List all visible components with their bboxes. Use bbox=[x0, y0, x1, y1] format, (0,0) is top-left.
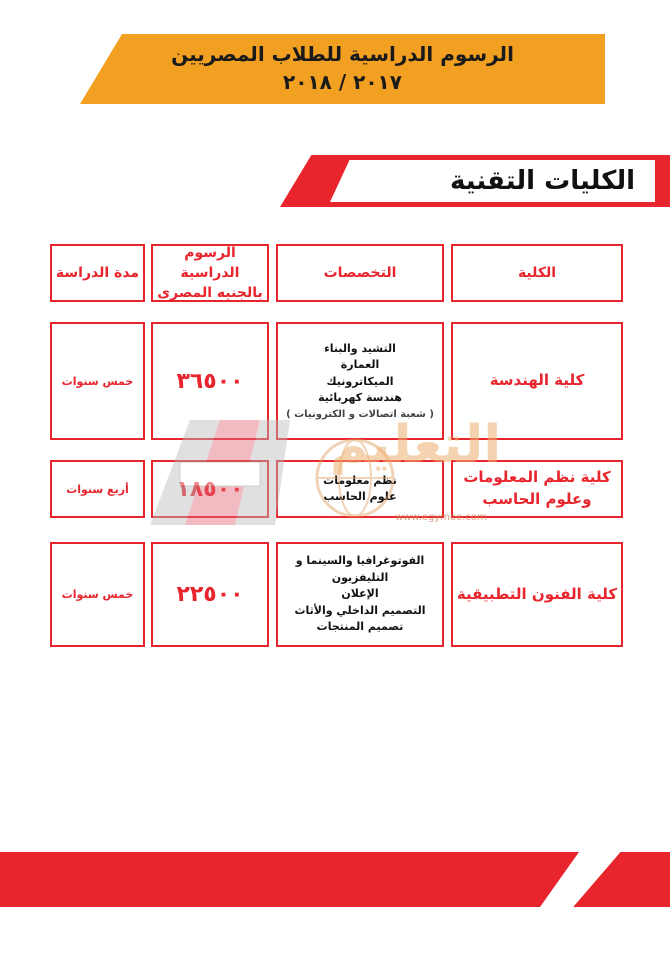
specialization-item: علوم الحاسب bbox=[323, 490, 397, 503]
column-header-fees-line2: بالجنيه المصرى bbox=[157, 285, 263, 302]
column-header-duration-label: مدة الدراسة bbox=[55, 264, 140, 281]
header-year: ٢٠١٧ / ٢٠١٨ bbox=[283, 70, 402, 94]
table-row-1-fee bbox=[151, 322, 269, 440]
faculty-name: كلية الفنون التطبيقية bbox=[456, 584, 618, 603]
specialization-item: التشيد والبناء bbox=[324, 341, 396, 355]
specialization-item: الإعلان bbox=[341, 587, 379, 601]
column-header-fees bbox=[151, 244, 269, 302]
table-row-2-faculty bbox=[451, 460, 623, 518]
specialization-item: العمارة bbox=[340, 358, 380, 371]
duration-value: خمس سنوات bbox=[61, 374, 134, 388]
column-header-duration bbox=[50, 244, 145, 302]
table-row-3-specializations bbox=[276, 542, 444, 647]
table-row-2-fee bbox=[151, 460, 269, 518]
table-row-1-specializations bbox=[276, 322, 444, 440]
duration-value: أربع سنوات bbox=[66, 482, 129, 496]
faculty-name-line2: وعلوم الحاسب bbox=[482, 490, 592, 508]
watermark-site: www.egymoe.com bbox=[395, 512, 487, 523]
column-header-specializations bbox=[276, 244, 444, 302]
faculty-name: كلية الهندسة bbox=[489, 371, 585, 390]
table-row-1-faculty bbox=[451, 322, 623, 440]
fee-value: ٢٢٥٠٠ bbox=[176, 582, 244, 607]
specialization-item: الميكاترونيك bbox=[326, 374, 394, 388]
table-row-2-specializations bbox=[276, 460, 444, 518]
specialization-item: نظم معلومات bbox=[323, 473, 397, 487]
column-header-faculty-label: الكلية bbox=[517, 264, 557, 281]
specialization-item: التصميم الداخلي والأثاث bbox=[294, 603, 426, 617]
specialization-note: ( شعبة اتصالات و الكترونيات ) bbox=[286, 408, 434, 420]
duration-value: خمس سنوات bbox=[61, 588, 134, 601]
specialization-item: هندسة كهربائية bbox=[318, 391, 402, 404]
table-row-1-duration bbox=[50, 322, 145, 440]
column-header-specializations-label: التخصصات bbox=[323, 264, 397, 281]
faculty-name-line1: كلية نظم المعلومات bbox=[463, 468, 611, 487]
watermark-text: التعليم bbox=[330, 415, 502, 475]
fee-value: ٣٦٥٠٠ bbox=[176, 368, 244, 394]
table-row-3-duration bbox=[50, 542, 145, 647]
fee-value: ١٨٥٠٠ bbox=[176, 476, 244, 502]
column-header-faculty bbox=[451, 244, 623, 302]
table-row-2-duration bbox=[50, 460, 145, 518]
table-row-3-fee bbox=[151, 542, 269, 647]
specialization-item: تصميم المنتجات bbox=[316, 620, 404, 634]
section-title: الكليات التقنية bbox=[450, 166, 635, 196]
header-title: الرسوم الدراسية للطلاب المصريين bbox=[171, 42, 514, 66]
specialization-item: الفوتوغرافيا والسينما و التليفزيون bbox=[295, 554, 425, 584]
table-row-3-faculty bbox=[451, 542, 623, 647]
column-header-fees-line1: الرسوم الدراسية bbox=[180, 244, 240, 281]
